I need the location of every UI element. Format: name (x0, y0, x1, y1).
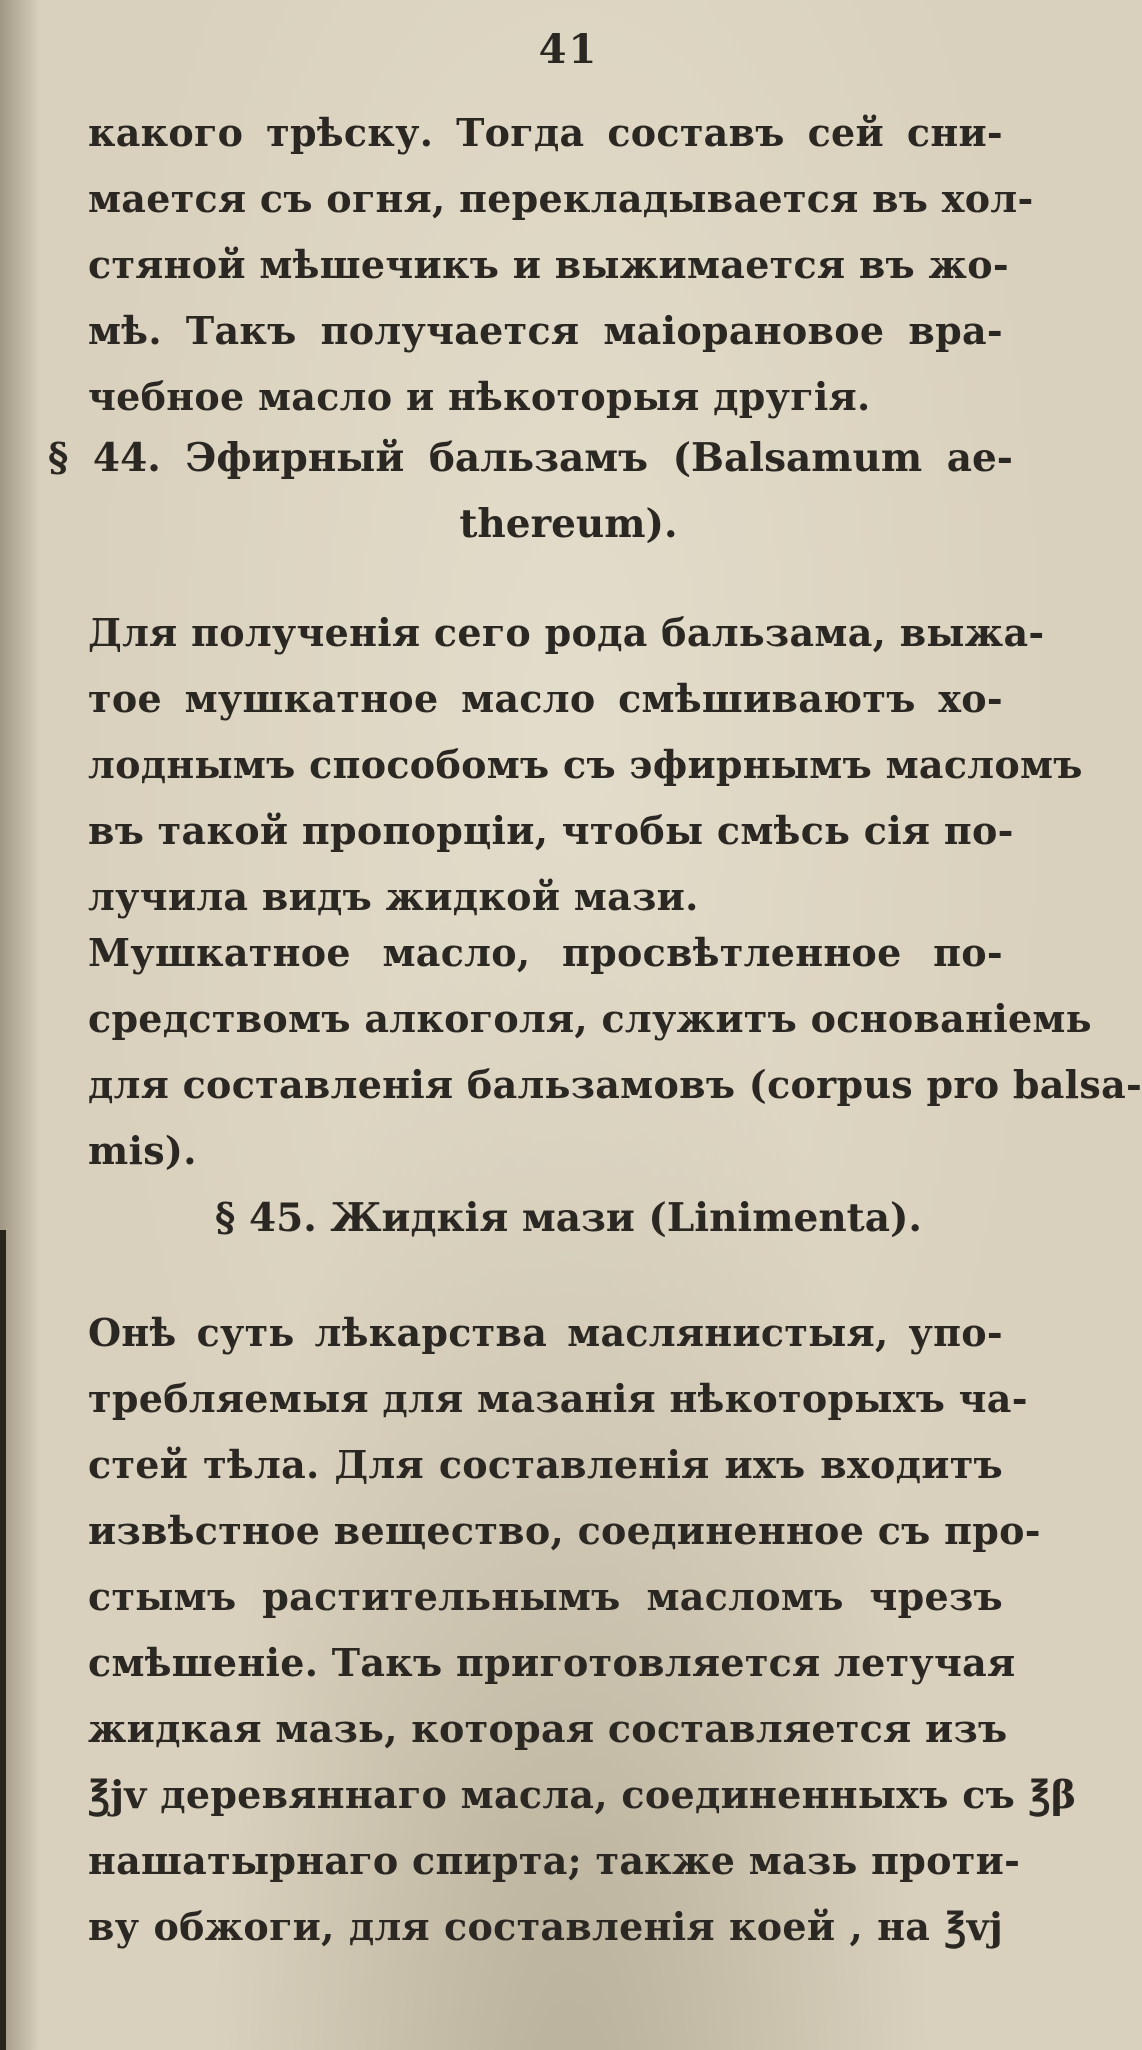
text-line: лоднымъ способомъ съ эфирнымъ масломъ (88, 742, 1083, 787)
text-line: требляемыя для мазанія нѣкоторыхъ ча- (88, 1376, 1028, 1421)
text-line: средствомъ алкоголя, служитъ основаніемь (88, 996, 1092, 1041)
heading-line: § 45. Жидкія мази (Linimenta). (214, 1195, 922, 1241)
text-line: Мушкатное масло, просвѣтленное по- (88, 930, 1003, 975)
text-line: ℥jv деревяннаго масла, соединенныхъ съ ℥β (88, 1772, 1077, 1817)
heading-line: thereum). (459, 501, 678, 547)
text-line: какого трѣску. Тогда составъ сей сни- (88, 110, 1003, 155)
text-line: извѣстное вещество, соединенное съ про- (88, 1508, 1041, 1553)
text-line: ву обжоги, для составленія коей , на ℥vj (88, 1904, 1003, 1949)
text-line: жидкая мазь, которая составляется изъ (88, 1706, 1008, 1751)
text-line: нашатырнаго спирта; также мазь проти- (88, 1838, 1021, 1883)
page-number: 41 (538, 26, 599, 73)
paragraph-balsam (88, 600, 1083, 930)
text-line: мается съ огня, перекладывается въ хол- (88, 176, 1034, 221)
paragraph-continuation (88, 100, 1034, 430)
text-line: Для полученія сего рода бальзама, выжа- (88, 610, 1045, 655)
heading-line: § 44. Эфирный бальзамъ (Balsamum ae- (48, 435, 1013, 481)
text-line: стей тѣла. Для составленія ихъ входитъ (88, 1442, 1003, 1487)
text-line: тое мушкатное масло смѣшиваютъ хо- (88, 676, 1003, 721)
section-heading-44 (0, 435, 1137, 567)
text-line: Онѣ суть лѣкарства маслянистыя, упо- (88, 1310, 1003, 1355)
text-line: стымъ растительнымъ масломъ чрезъ (88, 1574, 1003, 1619)
binding-edge (0, 1230, 6, 2050)
text-line: стяной мѣшечикъ и выжимается въ жо- (88, 242, 1009, 287)
text-line: mis). (88, 1128, 197, 1173)
paragraph-nutmeg-oil (88, 920, 1142, 1184)
paragraph-liniments (88, 1300, 1077, 1960)
section-heading-45 (0, 1195, 1137, 1261)
text-line: чебное масло и нѣкоторыя другія. (88, 374, 871, 419)
text-line: въ такой пропорціи, чтобы смѣсь сія по- (88, 808, 1014, 853)
text-line: смѣшеніе. Такъ приготовляется летучая (88, 1640, 1016, 1685)
text-line: для составленія бальзамовъ (corpus pro balsa- (88, 1062, 1142, 1107)
text-line: мѣ. Такъ получается маіорановое вра- (88, 308, 1003, 353)
text-line: лучила видъ жидкой мази. (88, 874, 699, 919)
